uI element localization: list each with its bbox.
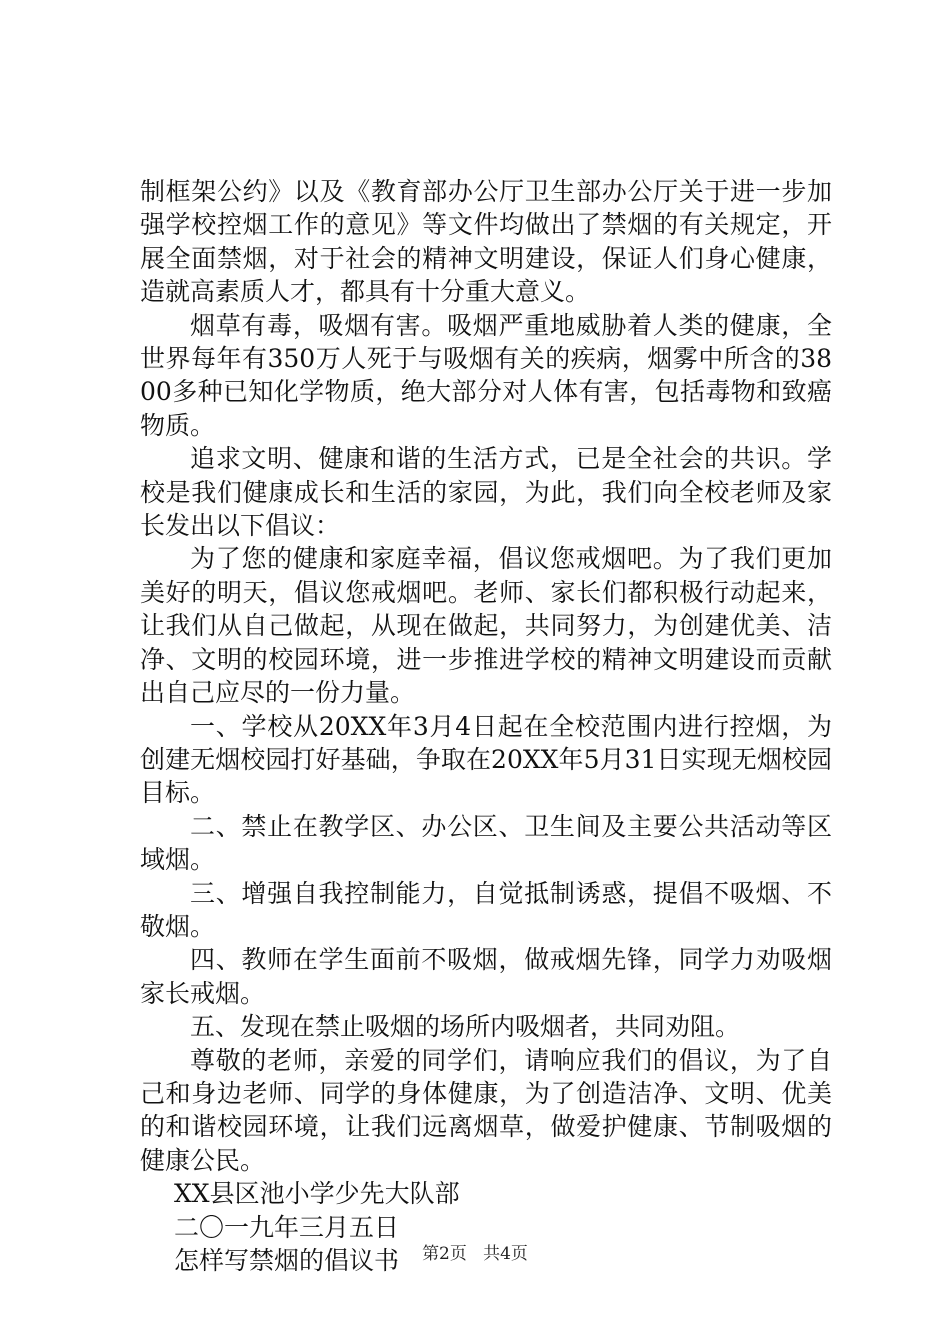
paragraph-regulations: 制框架公约》以及《教育部办公厅卫生部办公厅关于进一步加强学校控烟工作的意见》等文件均做出了禁烟的有关规定，开展全面禁烟，对于社会的精神文明建设，保证人们身心健康，造就高素质人才，都具有十分重大意义。	[140, 177, 832, 307]
paragraph-appeal: 为了您的健康和家庭幸福，倡议您戒烟吧。为了我们更加美好的明天，倡议您戒烟吧。老师、家长们都积极行动起来，让我们从自己做起，从现在做起，共同努力，为创建优美、洁净、文明的校园环境，进一步推进学校的精神文明建设而贡献出自己应尽的一份力量。	[140, 544, 832, 708]
paragraph-civilized-lifestyle: 追求文明、健康和谐的生活方式，已是全社会的共识。学校是我们健康成长和生活的家园，为此，我们向全校老师及家长发出以下倡议：	[140, 444, 832, 541]
paragraph-item-5: 五、发现在禁止吸烟的场所内吸烟者，共同劝阻。	[190, 1012, 741, 1042]
paragraph-closing: 尊敬的老师，亲爱的同学们，请响应我们的倡议，为了自己和身边老师、同学的身体健康，为了创造洁净、文明、优美的和谐校园环境，让我们远离烟草，做爱护健康、节制吸烟的健康公民。	[140, 1045, 832, 1175]
page-total: 共4页	[483, 1244, 528, 1264]
paragraph-item-3: 三、增强自我控制能力，自觉抵制诱惑，提倡不吸烟、不敬烟。	[140, 878, 832, 941]
page-footer	[0, 1243, 950, 1265]
paragraph-item-1: 一、学校从20XX年3月4日起在全校范围内进行控烟，为创建无烟校园打好基础，争取在20XX年5月31日实现无烟校园目标。	[140, 711, 832, 808]
signature-organization: XX县区池小学少先大队部	[174, 1179, 460, 1209]
document-body	[140, 175, 832, 1277]
signature-date: 二〇一九年三月五日	[174, 1212, 400, 1242]
footer-spacer	[472, 1244, 477, 1264]
paragraph-tobacco-harm: 烟草有毒，吸烟有害。吸烟严重地威胁着人类的健康，全世界每年有350万人死于与吸烟有关的疾病，烟雾中所含的3800多种已知化学物质，绝大部分对人体有害，包括毒物和致癌物质。	[140, 310, 832, 440]
next-section-title: 怎样写禁烟的倡议书	[174, 1246, 400, 1275]
page-number: 第2页	[422, 1244, 467, 1264]
paragraph-item-4: 四、教师在学生面前不吸烟，做戒烟先锋，同学力劝吸烟家长戒烟。	[140, 945, 832, 1008]
paragraph-item-2: 二、禁止在教学区、办公区、卫生间及主要公共活动等区域烟。	[140, 811, 832, 875]
